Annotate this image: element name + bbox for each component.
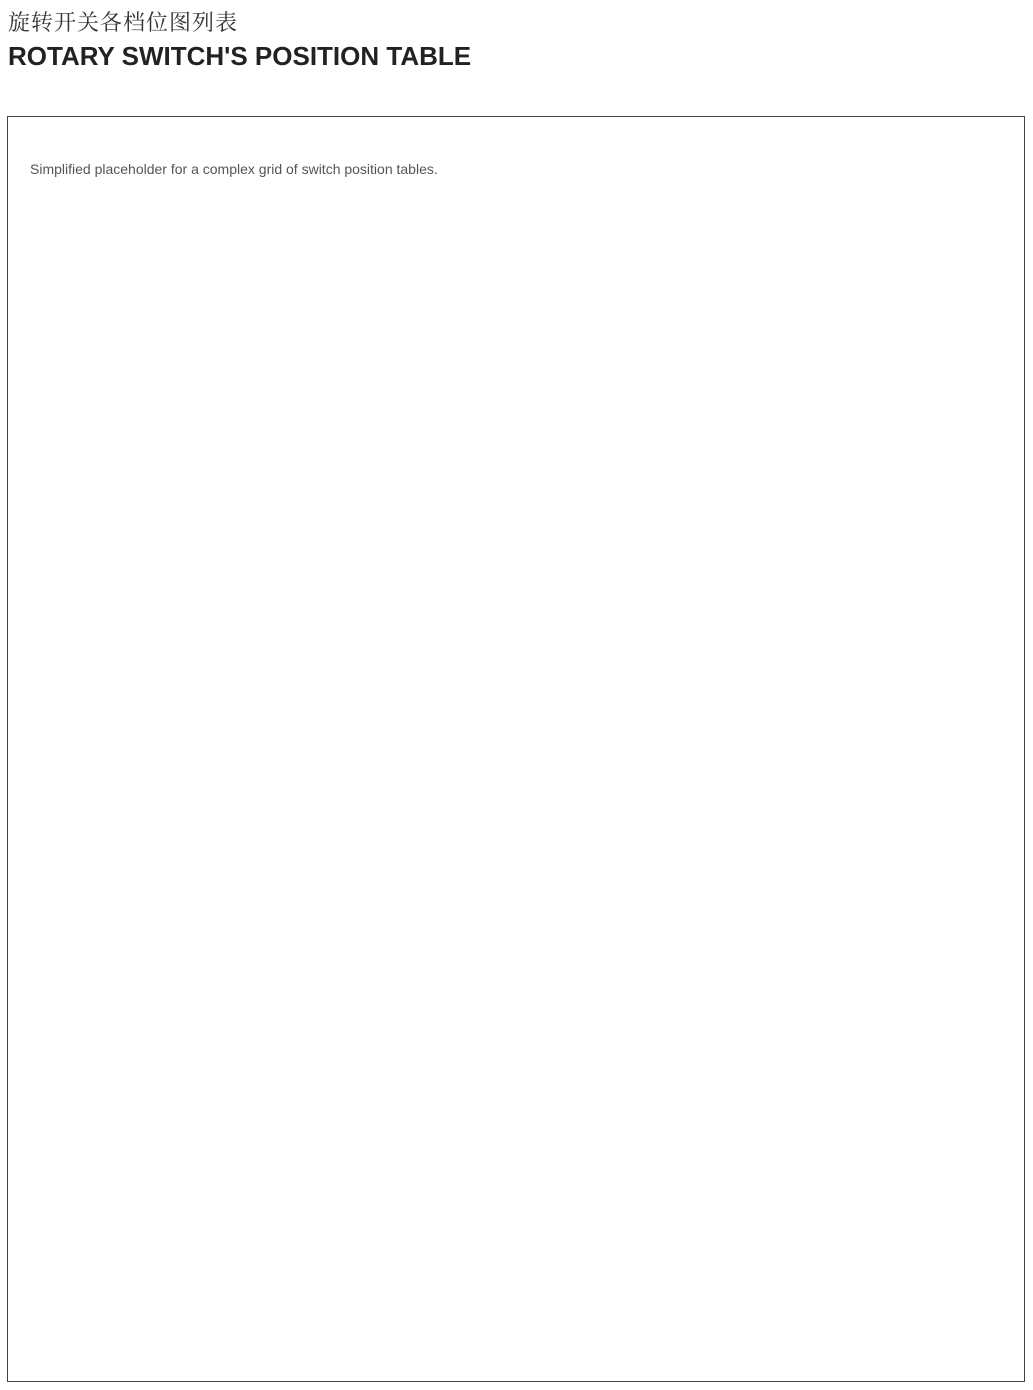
title-block xyxy=(8,6,471,72)
simple-note: Simplified placeholder for a complex grid of switch position tables. xyxy=(30,161,438,177)
page-title-chinese: 旋转开关各档位图列表 xyxy=(8,10,239,35)
grid-frame xyxy=(7,116,1025,1382)
page-title-english: ROTARY SWITCH'S POSITION TABLE xyxy=(8,41,472,71)
